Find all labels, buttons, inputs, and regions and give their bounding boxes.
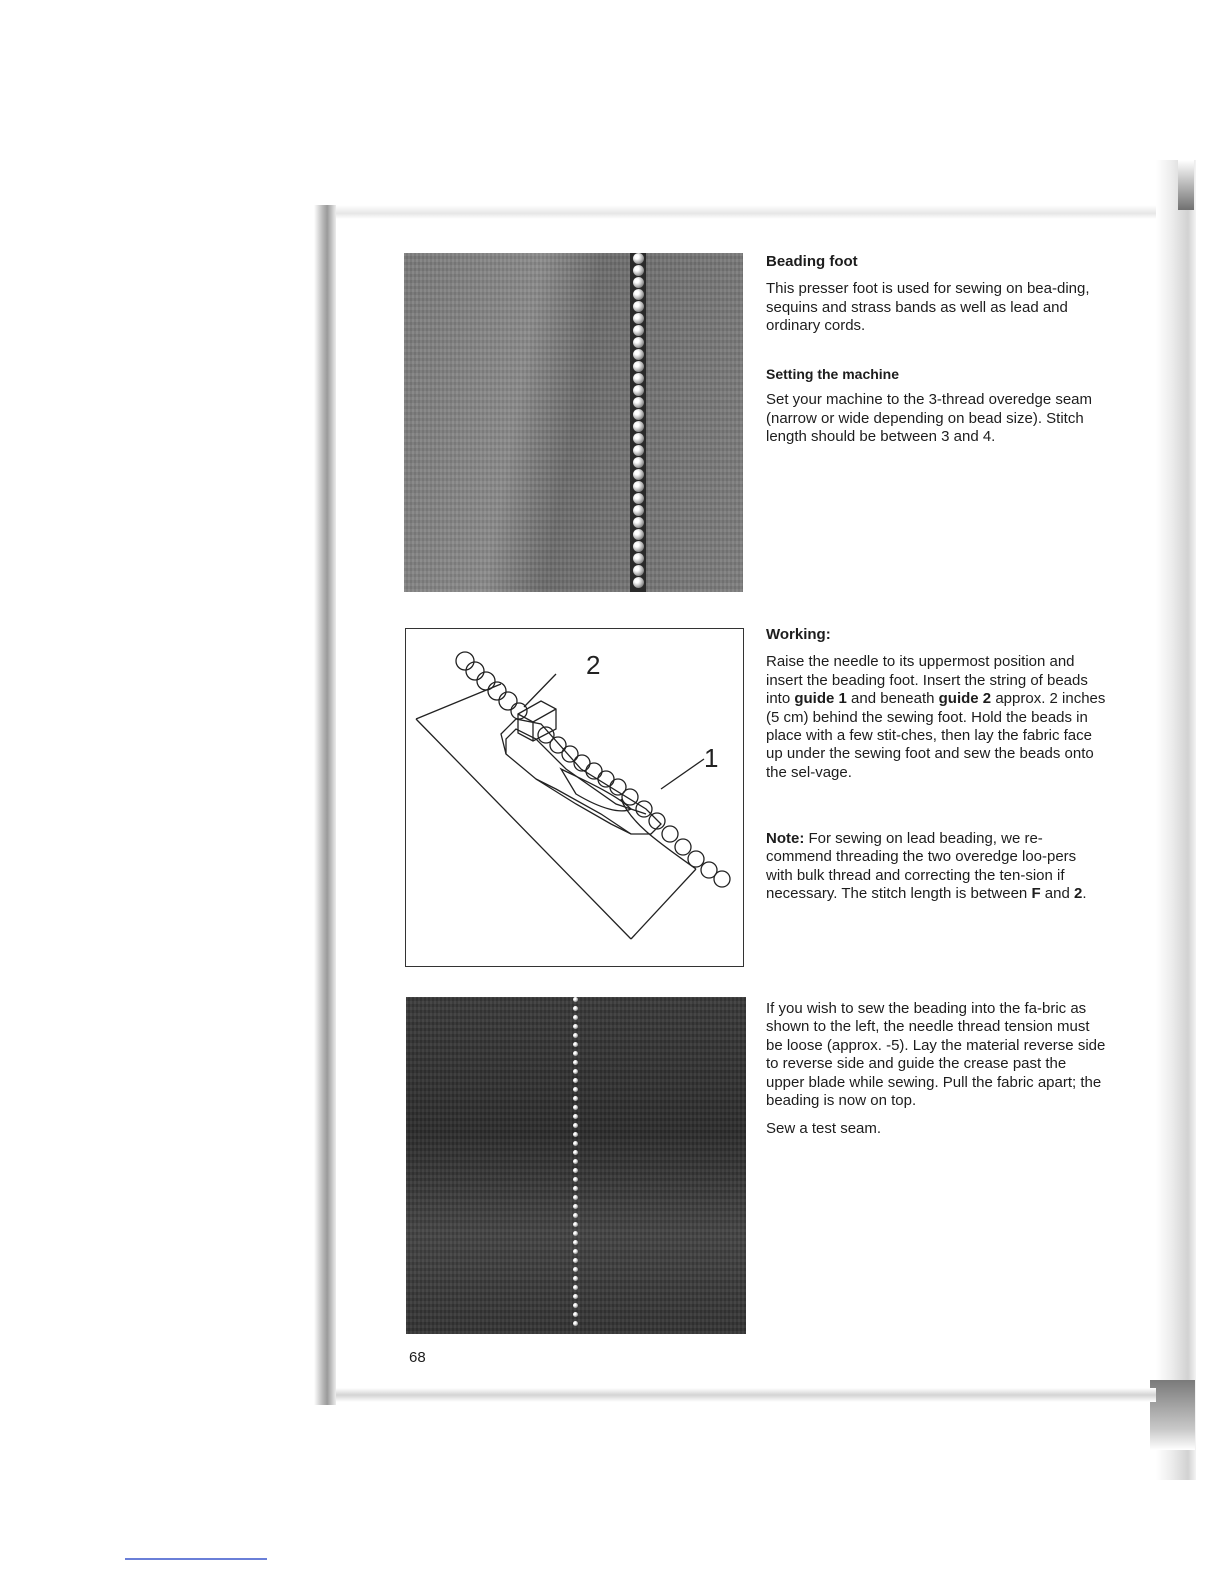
bead bbox=[573, 1150, 578, 1155]
setting-machine-section bbox=[766, 365, 1106, 447]
section-title: Setting the machine bbox=[766, 366, 900, 382]
bead bbox=[633, 433, 644, 444]
scan-top-edge bbox=[330, 205, 1190, 219]
bead bbox=[633, 313, 644, 324]
bead bbox=[633, 481, 644, 492]
bead bbox=[573, 1312, 578, 1317]
bead bbox=[573, 1177, 578, 1182]
bead bbox=[573, 1006, 578, 1011]
bead bbox=[633, 505, 644, 516]
bead bbox=[573, 1303, 578, 1308]
scan-corner-shadow-bottom bbox=[1150, 1380, 1195, 1450]
page-number: 68 bbox=[409, 1349, 426, 1366]
bead bbox=[573, 1078, 578, 1083]
bead bbox=[633, 289, 644, 300]
bead bbox=[633, 565, 644, 576]
scan-bottom-edge bbox=[336, 1388, 1156, 1402]
beading-foot-drawing bbox=[406, 629, 743, 966]
note-label: Note: bbox=[766, 830, 805, 847]
bead bbox=[633, 397, 644, 408]
stitch-value-2: 2 bbox=[1073, 885, 1083, 903]
bead bbox=[573, 1195, 578, 1200]
bead bbox=[573, 1240, 578, 1245]
bead bbox=[633, 301, 644, 312]
bead bbox=[573, 1132, 578, 1137]
beading-photo-top bbox=[404, 253, 743, 592]
bead bbox=[573, 1024, 578, 1029]
section-body: If you wish to sew the beading into the fa-bric as shown to the left, the needle thread tension must be loose (approx. -5). Lay the material reverse side to reverse side and guide the crease past the upper blade while sewing. Pull the fabric apart; the beading is now on top. bbox=[766, 1000, 1106, 1110]
bead bbox=[573, 1051, 578, 1056]
bead bbox=[633, 421, 644, 432]
bead bbox=[633, 553, 644, 564]
text-span: approx. 2 inches (5 cm) behind the sewing foot. Hold the beads in place with a few stit-ches, then lay the fabric face up under the sewing foot and sew the beads onto the sel-vage. bbox=[766, 690, 1106, 781]
text-span: . bbox=[1082, 885, 1087, 903]
text-span: and bbox=[1040, 885, 1074, 903]
stitch-value-f: F bbox=[1031, 885, 1041, 903]
section-title: Beading foot bbox=[766, 253, 858, 270]
bead bbox=[573, 1249, 578, 1254]
bead bbox=[573, 1096, 578, 1101]
bead bbox=[573, 1015, 578, 1020]
bead-strip-small bbox=[570, 997, 580, 1334]
text-span: Raise the needle to its uppermost position and insert the beading foot. Insert the string of beads into bbox=[766, 653, 1088, 708]
bead bbox=[573, 1231, 578, 1236]
diagram-label-2: 2 bbox=[586, 650, 601, 680]
bead bbox=[573, 1114, 578, 1119]
bead bbox=[633, 445, 644, 456]
section-title: Working: bbox=[766, 626, 831, 643]
bead bbox=[633, 277, 644, 288]
bead bbox=[573, 1033, 578, 1038]
bead bbox=[573, 1168, 578, 1173]
bead bbox=[573, 1123, 578, 1128]
text-span: For sewing on lead beading, we re-commend threading the two overedge loo-pers with bulk thread and correcting the ten-sion if necessary. The stitch length is between bbox=[766, 830, 1077, 903]
bead bbox=[573, 1294, 578, 1299]
bead bbox=[573, 1321, 578, 1326]
bead bbox=[633, 541, 644, 552]
bead bbox=[573, 997, 578, 1002]
text-span: and beneath bbox=[846, 690, 939, 708]
bead bbox=[633, 529, 644, 540]
bead bbox=[633, 349, 644, 360]
bead bbox=[573, 1222, 578, 1227]
beading-foot-section bbox=[766, 253, 1106, 336]
note-section bbox=[766, 830, 1106, 904]
bead bbox=[573, 1204, 578, 1209]
bead bbox=[573, 1159, 578, 1164]
guide-2-ref: guide 2 bbox=[938, 690, 992, 708]
sew-into-section bbox=[766, 1000, 1106, 1139]
bead bbox=[633, 373, 644, 384]
bead bbox=[573, 1060, 578, 1065]
diagram-label-1: 1 bbox=[704, 743, 719, 773]
scan-right-edge bbox=[1156, 160, 1196, 1480]
bottom-underline bbox=[125, 1558, 267, 1560]
bead bbox=[573, 1213, 578, 1218]
guide-1-ref: guide 1 bbox=[794, 690, 847, 708]
test-seam-text: Sew a test seam. bbox=[766, 1120, 882, 1138]
bead bbox=[633, 253, 644, 264]
bead bbox=[573, 1042, 578, 1047]
bead bbox=[633, 517, 644, 528]
bead bbox=[573, 1087, 578, 1092]
bead bbox=[633, 409, 644, 420]
bead bbox=[573, 1267, 578, 1272]
beading-photo-bottom bbox=[406, 997, 746, 1334]
section-body: This presser foot is used for sewing on bea-ding, sequins and strass bands as well as lead and ordinary cords. bbox=[766, 280, 1090, 335]
bead bbox=[573, 1105, 578, 1110]
bead bbox=[633, 457, 644, 468]
bead bbox=[633, 361, 644, 372]
bead bbox=[633, 385, 644, 396]
working-section bbox=[766, 626, 1106, 782]
bead bbox=[573, 1069, 578, 1074]
section-body bbox=[766, 653, 1106, 782]
bead bbox=[633, 493, 644, 504]
bead bbox=[633, 325, 644, 336]
bead bbox=[573, 1285, 578, 1290]
bead bbox=[633, 337, 644, 348]
bead bbox=[633, 265, 644, 276]
note-body bbox=[766, 830, 1106, 904]
scan-left-edge bbox=[314, 205, 336, 1405]
bead bbox=[633, 469, 644, 480]
beading-foot-diagram bbox=[405, 628, 744, 967]
bead bbox=[573, 1186, 578, 1191]
bead-strip bbox=[630, 253, 646, 592]
section-body: Set your machine to the 3-thread overedge seam (narrow or wide depending on bead size). Stitch length should be between 3 and 4. bbox=[766, 391, 1093, 446]
bead bbox=[573, 1258, 578, 1263]
scan-corner-shadow-top bbox=[1178, 160, 1194, 210]
bead bbox=[633, 577, 644, 588]
bead bbox=[573, 1276, 578, 1281]
bead bbox=[573, 1141, 578, 1146]
